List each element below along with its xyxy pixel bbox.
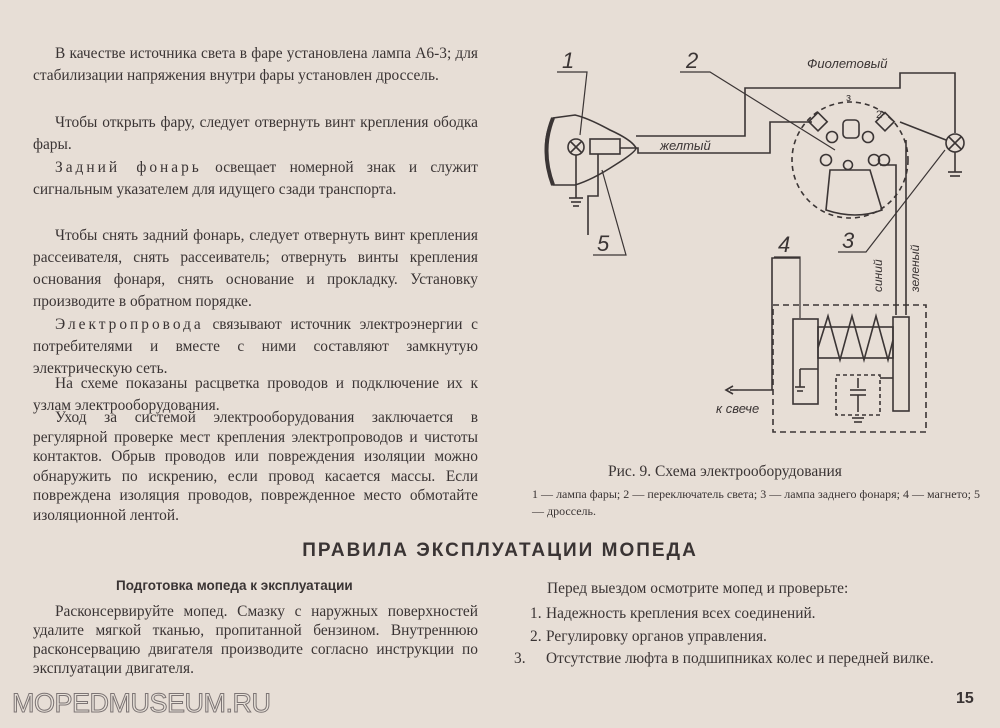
yellow-wire [620, 122, 812, 153]
switch-mark-3: з [846, 92, 852, 104]
light-switch-icon [792, 102, 908, 218]
paragraph-wiring [33, 314, 478, 380]
figure-caption-title: Рис. 9. Схема электрооборудования [608, 463, 842, 480]
subsection-title: Подготовка мопеда к эксплуатации [116, 578, 353, 593]
magneto-icon [773, 305, 926, 432]
label-4: 4 [778, 232, 791, 257]
leader-1 [557, 72, 587, 135]
wire-label-green: зеленый [908, 244, 922, 292]
checklist-number: 1. [530, 605, 542, 622]
choke-lead [588, 154, 598, 235]
wiring-description: связывают источник электроэнергии с потребителями и вместе с ними составляют замкнутую электрическую сеть. [33, 316, 478, 377]
paragraph-headlight-lamp: В качестве источника света в фаре установлена лампа А6-3; для стабилизации напряжения внутри фары установлен дроссель. [33, 45, 478, 84]
paragraph-open-headlight: Чтобы открыть фару, следует отвернуть винт крепления ободка фары. [33, 114, 478, 153]
violet-wire [636, 73, 955, 136]
paragraph-preparation: Расконсервируйте мопед. Смазку с наружных поверхностей удалите мягкой тканью, пропитанной бензином. Внутреннюю расконсервацию двигателя производите согласно инструкции по эксплуатации двигателя. [33, 603, 478, 677]
tail-lamp-lead [900, 122, 946, 140]
term-wiring: Электропровода [55, 316, 204, 333]
term-tail-light: Задний фонарь [55, 159, 202, 176]
paragraph-wire-colors: На схеме показаны расцветка проводов и подключение их к узлам электрооборудования. [33, 375, 478, 414]
checklist-item [514, 648, 988, 669]
checklist-text: Регулировку органов управления. [546, 628, 767, 645]
label-2: 2 [686, 48, 699, 73]
figure-caption-legend: 1 — лампа фары; 2 — переключатель света; 3 — лампа заднего фонаря; 4 — магнето; 5 — дроссель. [532, 487, 980, 518]
checklist-item [530, 603, 970, 624]
paragraph-tail-light [33, 157, 478, 201]
checklist-number: 3. [514, 650, 526, 667]
wire-label-violet: Фиолетовый [807, 56, 888, 71]
checklist-item [530, 626, 970, 647]
wire-label-blue: синий [871, 259, 885, 292]
label-3: 3 [842, 228, 855, 253]
wire-label-yellow: желтый [660, 138, 711, 153]
section-title: ПРАВИЛА ЭКСПЛУАТАЦИИ МОПЕДА [302, 540, 698, 561]
checklist-text: Отсутствие люфта в подшипниках колес и передней вилке. [546, 650, 934, 667]
site-watermark: MOPEDMUSEUM.RU [12, 688, 271, 718]
wiring-diagram [520, 40, 995, 452]
switch-mark-2: 2 [876, 109, 883, 121]
paragraph-maintenance: Уход за системой электрооборудования заключается в регулярной проверке мест крепления электропроводов и чистоты контактов. Обрыв проводов или повреждения изоляции можно обнаружить по искрению, если провод касается массы. Если повреждена изоляция проводов, поврежденное место обмотайте изоляционной лентой. [33, 409, 478, 524]
label-1: 1 [562, 48, 575, 73]
leader-4 [774, 257, 800, 318]
tail-lamp-icon [946, 134, 964, 176]
headlight-icon [546, 115, 637, 206]
paragraph-remove-tail-light: Чтобы снять задний фонарь, следует отвернуть винт крепления рассеивателя, снять рассеиватель; отвернуть винты крепления основания фонаря, снять основание и прокладку. Установку производите в обратном порядке. [33, 227, 478, 310]
tail-light-description: освещает номерной знак и служит сигнальным указателем для идущего сзади транспорта. [33, 159, 478, 198]
checklist-intro: Перед выездом осмотрите мопед и проверьте: [547, 580, 849, 597]
plug-label: к свече [716, 401, 760, 416]
label-5: 5 [597, 231, 610, 256]
checklist-text: Надежность крепления всех соединений. [546, 605, 816, 622]
magneto-lead [738, 258, 800, 390]
checklist-number: 2. [530, 628, 542, 645]
page-number: 15 [956, 690, 974, 707]
